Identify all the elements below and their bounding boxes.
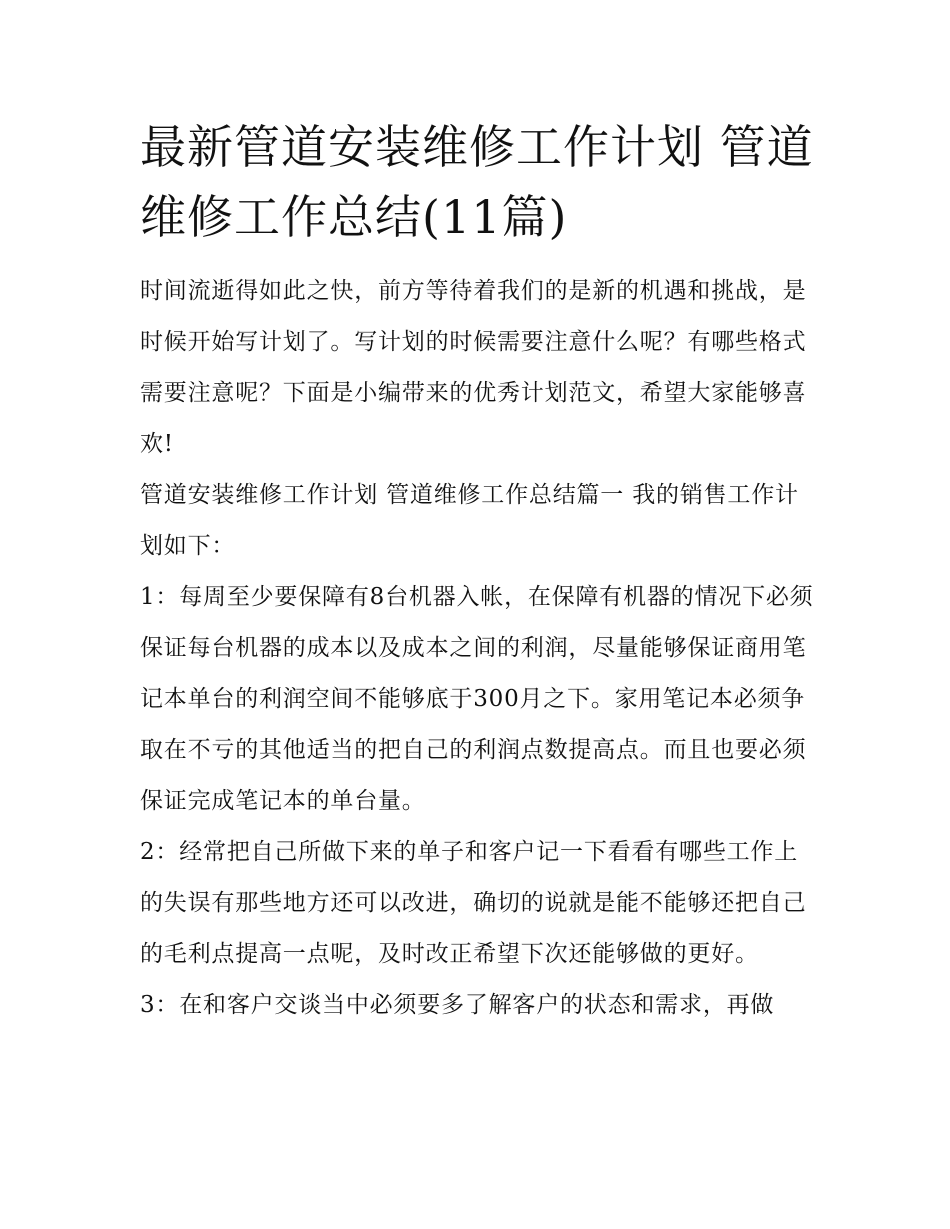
list-item-2-paragraph: 2：经常把自己所做下来的单子和客户记一下看看有哪些工作上的失误有那些地方还可以改进，确切的说就是能不能够还把自己的毛利点提高一点呢，及时改正希望下次还能够做的更好。 xyxy=(140,839,807,967)
document-title: 最新管道安装维修工作计划 管道维修工作总结(11篇) xyxy=(140,120,814,244)
list-item-1-paragraph: 1：每周至少要保障有8台机器入帐，在保障有机器的情况下必须保证每台机器的成本以及成本之间的利润，尽量能够保证商用笔记本单台的利润空间不能够底于300月之下。家用笔记本必须争取在不亏的其他适当的把自己的利润点数提高点。而且也要必须保证完成笔记本的单台量。 xyxy=(140,584,814,814)
document-body xyxy=(140,112,816,1031)
intro-paragraph: 时间流逝得如此之快，前方等待着我们的是新的机遇和挑战，是时候开始写计划了。写计划的时候需要注意什么呢？有哪些格式需要注意呢？下面是小编带来的优秀计划范文，希望大家能够喜欢! xyxy=(140,278,807,457)
list-item-3-paragraph: 3：在和客户交谈当中必须要多了解客户的状态和需求，再做 xyxy=(140,992,775,1018)
section-heading-paragraph: 管道安装维修工作计划 管道维修工作总结篇一 我的销售工作计划如下： xyxy=(140,482,799,559)
